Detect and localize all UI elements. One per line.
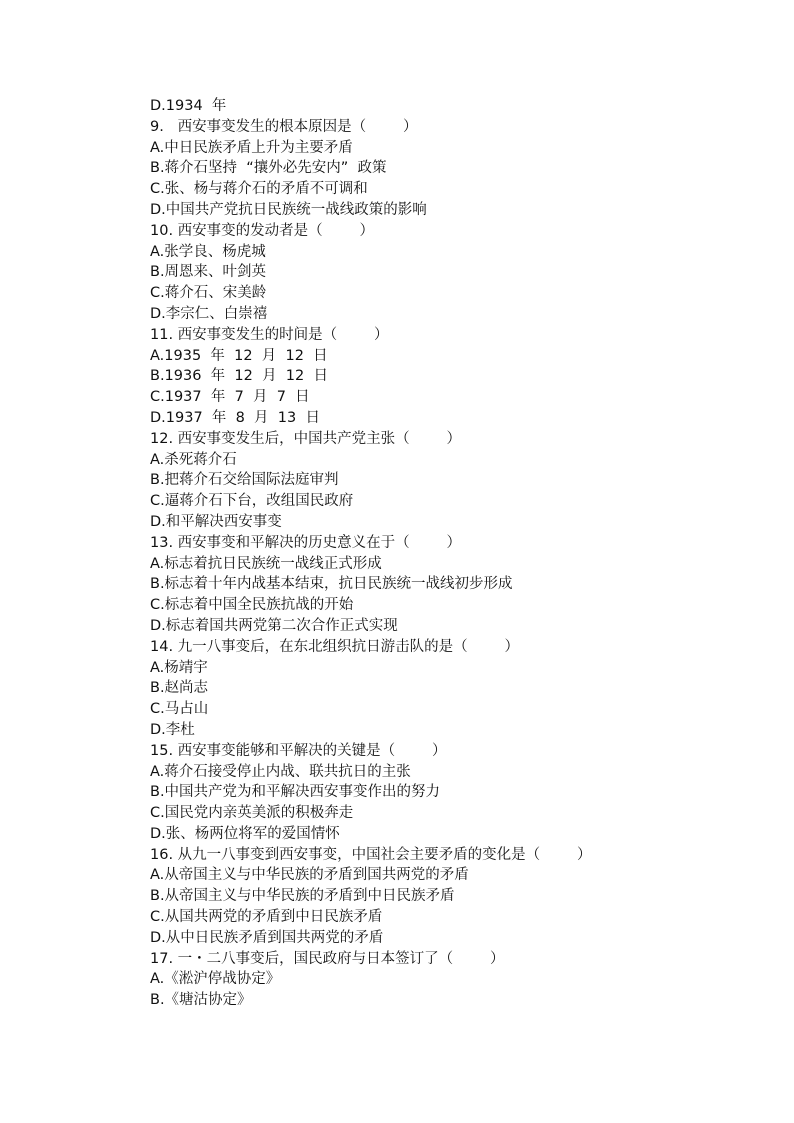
option-line: B.赵尚志 — [150, 680, 209, 697]
question-line: 11. 西安事变发生的时间是（ ） — [150, 326, 389, 343]
option-line: B.周恩来、叶剑英 — [150, 264, 267, 281]
option-line: A.张学良、杨虎城 — [150, 243, 266, 260]
option-line: C.1937 年 7 月 7 日 — [150, 389, 310, 406]
option-line: C.蒋介石、宋美龄 — [150, 285, 267, 302]
option-line: B.1936 年 12 月 12 日 — [150, 368, 328, 385]
option-line: B.《塘沽协定》 — [150, 992, 252, 1009]
question-line: 17. 一・二八事变后，国民政府与日本签订了（ ） — [150, 950, 505, 967]
option-line: A.杨靖宇 — [150, 659, 208, 676]
option-line: D.李杜 — [150, 721, 195, 738]
document-page — [150, 96, 770, 1011]
option-line: C.马占山 — [150, 701, 209, 718]
option-line: C.从国共两党的矛盾到中日民族矛盾 — [150, 909, 383, 926]
question-line: 13. 西安事变和平解决的历史意义在于（ ） — [150, 534, 462, 551]
option-line: B.标志着十年内战基本结束，抗日民族统一战线初步形成 — [150, 576, 513, 593]
option-line: B.把蒋介石交给国际法庭审判 — [150, 472, 339, 489]
option-line: A.中日民族矛盾上升为主要矛盾 — [150, 139, 353, 156]
question-line: 14. 九一八事变后，在东北组织抗日游击队的是（ ） — [150, 638, 520, 655]
option-line: B.蒋介石坚持 “攘外必先安内” 政策 — [150, 160, 387, 177]
option-line: A.蒋介石接受停止内战、联共抗日的主张 — [150, 763, 411, 780]
option-line: D.1937 年 8 月 13 日 — [150, 409, 320, 426]
option-line: A.杀死蒋介石 — [150, 451, 237, 468]
question-line: 16. 从九一八事变到西安事变，中国社会主要矛盾的变化是（ ） — [150, 846, 592, 863]
question-line: 10. 西安事变的发动者是（ ） — [150, 222, 375, 239]
option-line: C.逼蒋介石下台，改组国民政府 — [150, 493, 354, 510]
option-line: D.从中日民族矛盾到国共两党的矛盾 — [150, 929, 384, 946]
question-line: 9. 西安事变发生的根本原因是（ ） — [150, 118, 418, 135]
option-line: D.张、杨两位将军的爱国情怀 — [150, 825, 340, 842]
option-line: D.李宗仁、白崇禧 — [150, 305, 268, 322]
option-line: C.标志着中国全民族抗战的开始 — [150, 597, 354, 614]
option-line: A.标志着抗日民族统一战线正式形成 — [150, 555, 382, 572]
option-line: A.1935 年 12 月 12 日 — [150, 347, 328, 364]
option-line: A.《淞沪停战协定》 — [150, 971, 281, 988]
question-line: 12. 西安事变发生后，中国共产党主张（ ） — [150, 430, 462, 447]
question-line: 15. 西安事变能够和平解决的关键是（ ） — [150, 742, 447, 759]
option-line: B.从帝国主义与中华民族的矛盾到中日民族矛盾 — [150, 888, 455, 905]
option-line: A.从帝国主义与中华民族的矛盾到国共两党的矛盾 — [150, 867, 469, 884]
option-line: C.国民党内亲英美派的积极奔走 — [150, 805, 354, 822]
option-line: D.中国共产党抗日民族统一战线政策的影响 — [150, 201, 427, 218]
option-line: B.中国共产党为和平解决西安事变作出的努力 — [150, 784, 441, 801]
option-line: D.标志着国共两党第二次合作正式实现 — [150, 617, 398, 634]
option-line: D.1934 年 — [150, 98, 227, 114]
option-line: C.张、杨与蒋介石的矛盾不可调和 — [150, 181, 368, 198]
option-line: D.和平解决西安事变 — [150, 513, 282, 530]
